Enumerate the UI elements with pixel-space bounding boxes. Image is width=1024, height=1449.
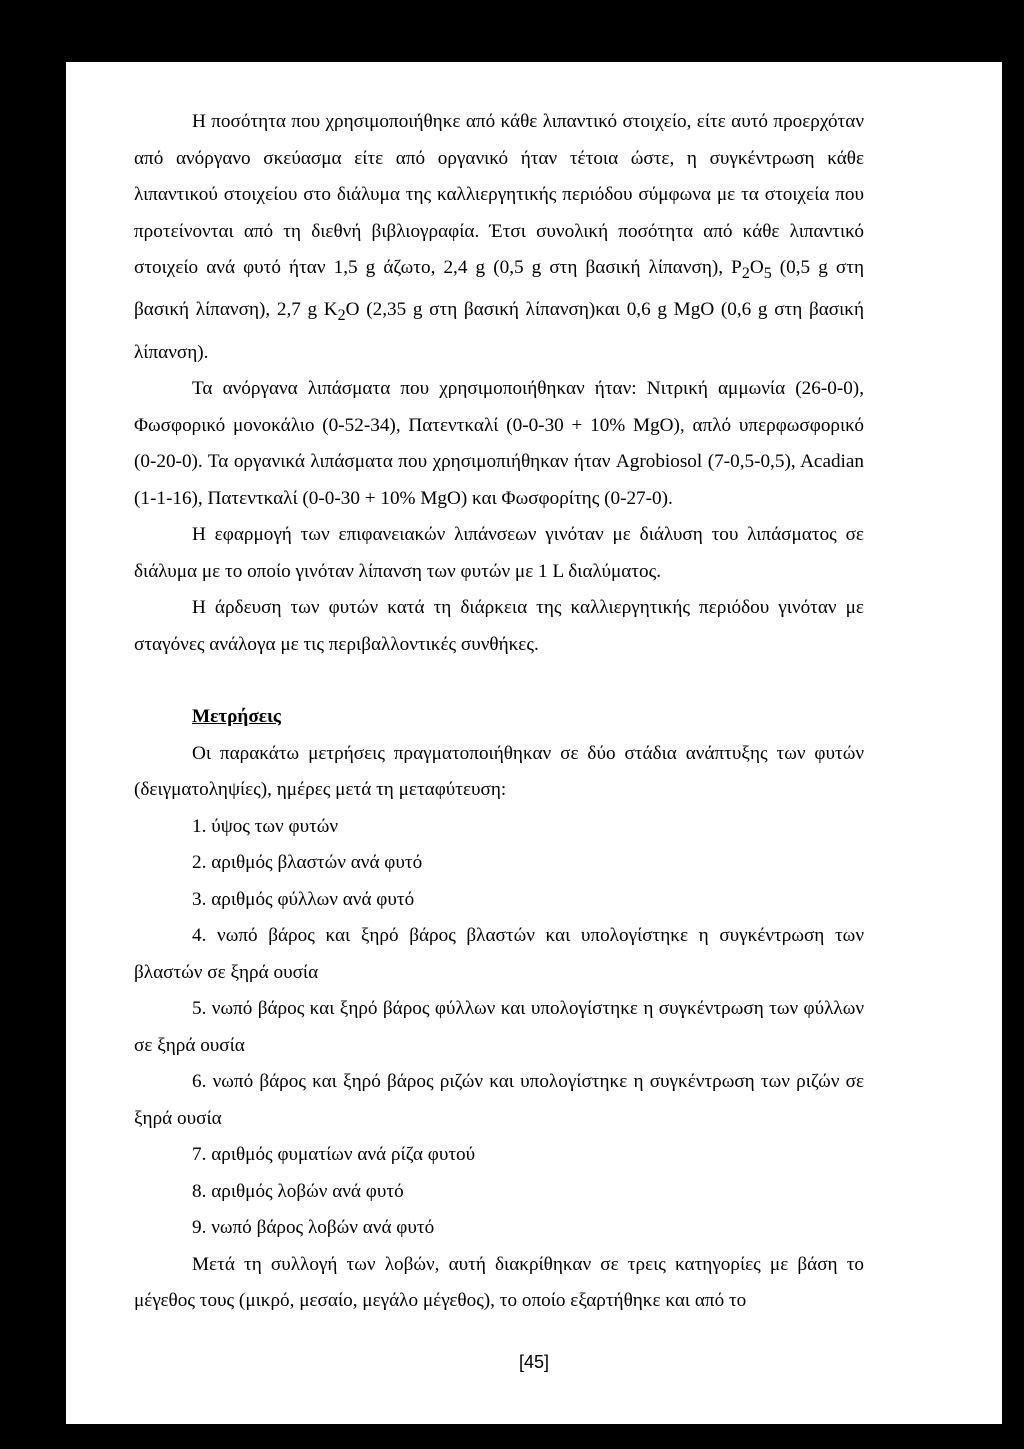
page-number: [45] [518, 1352, 550, 1372]
list-item: 2. αριθμός βλαστών ανά φυτό [192, 852, 423, 874]
list-item: 8. αριθμός λοβών ανά φυτό [192, 1180, 404, 1202]
paragraph-irrigation: Η άρδευση των φυτών κατά τη διάρκεια της καλλιεργητικής περιόδου γινόταν με σταγόνες ανάλογα με τις περιβαλλοντικές συνθήκες. [134, 597, 864, 655]
list-item: 6. νωπό βάρος και ξηρό βάρος ριζών και υπολογίστηκε η συγκέντρωση των ριζών σε ξηρά ουσία [134, 1071, 864, 1129]
list-item: 9. νωπό βάρος λοβών ανά φυτό [192, 1217, 435, 1239]
list-item: 4. νωπό βάρος και ξηρό βάρος βλαστών και υπολογίστηκε η συγκέντρωση των βλαστών σε ξηρά ουσία [134, 925, 864, 983]
list-item: 1. ύψος των φυτών [192, 815, 339, 837]
body-text [134, 104, 864, 1320]
list-item: 5. νωπό βάρος και ξηρό βάρος φύλλων και υπολογίστηκε η συγκέντρωση των φύλλων σε ξηρά ουσία [134, 998, 864, 1056]
document-page [66, 62, 1002, 1424]
paragraph-pod-categories: Μετά τη συλλογή των λοβών, αυτή διακρίθηκαν σε τρεις κατηγορίες με βάση το μέγεθος τους (μικρό, μεσαίο, μεγάλο μέγεθος), το οποίο εξαρτήθηκε και από το [134, 1253, 864, 1312]
section-heading: Μετρήσεις [192, 706, 281, 728]
list-item: 7. αριθμός φυματίων ανά ρίζα φυτού [192, 1144, 476, 1166]
list-item: 3. αριθμός φύλλων ανά φυτό [192, 888, 415, 910]
paragraph-fertilizers-used: Τα ανόργανα λιπάσματα που χρησιμοποιήθηκαν ήταν: Νιτρική αμμωνία (26-0-0), Φωσφορικό μονοκάλιο (0-52-34), Πατεντκαλί (0-0-30 + 10% MgO), απλό υπερφωσφορικό (0-20-0). Τα οργανικά λιπάσματα που χρησιμοπιήθηκαν ήταν Agrobiosol (7-0,5-0,5), Acadian (1-1-16), Πατεντκαλί (0-0-30 + 10% MgO) και Φωσφορίτης (0-27-0). [134, 378, 864, 509]
spacer [134, 663, 864, 699]
paragraph-measurements-intro: Οι παρακάτω μετρήσεις πραγματοποιήθηκαν σε δύο στάδια ανάπτυξης των φυτών (δειγματοληψίες), ημέρες μετά τη μεταφύτευση: [134, 742, 864, 801]
paragraph-fertilizer-quantity: Η ποσότητα που χρησιμοποιήθηκε από κάθε λιπαντικό στοιχείο, είτε αυτό προερχόταν από ανόργανο σκεύασμα είτε από οργανικό ήταν τέτοια ώστε, η συγκέντρωση κάθε λιπαντικού στοιχείου στο διάλυμα της καλλιεργητικής περιόδου σύμφωνα με τα στοιχεία που προτείνονται από τη διεθνή βιβλιογραφία. Έτσι συνολική ποσότητα από κάθε λιπαντικό στοιχείο ανά φυτό ήταν 1,5 g άζωτο, 2,4 g (0,5 g στη βασική λίπανση), $P_2O_5$ (0,5 g στη βασική λίπανση), 2,7 g $K_2O$ (2,35 g στη βασική λίπανση)και 0,6 g MgO (0,6 g στη βασική λίπανση). [134, 111, 865, 363]
paragraph-surface-fertilization: Η εφαρμογή των επιφανειακών λιπάνσεων γινόταν με διάλυση του λιπάσματος σε διάλυμα με το οποίο γινόταν λίπανση των φυτών με 1 L διαλύματος. [134, 524, 864, 582]
